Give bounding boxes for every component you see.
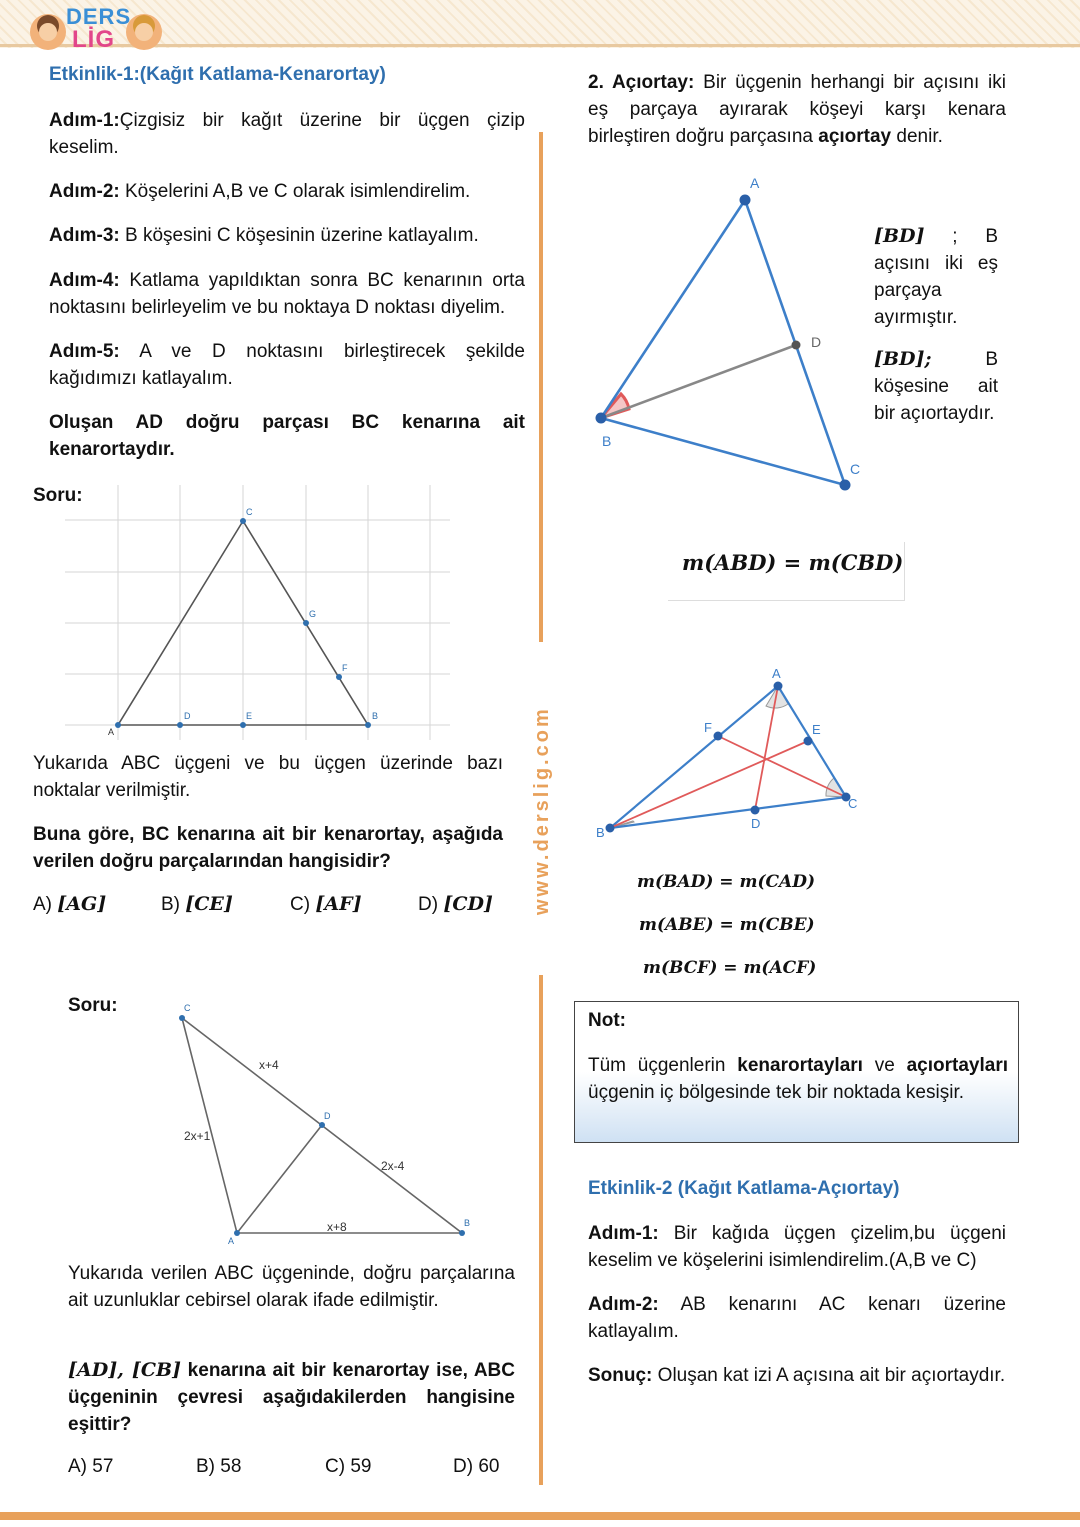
q1-point-e: E: [246, 711, 253, 721]
bisector-formula: m(ABD) = m(CBD): [682, 550, 904, 575]
q1-point-b: B: [372, 711, 379, 721]
question1-text: Yukarıda ABC üçgeni ve bu üçgen üzerinde bazı noktalar verilmiştir.: [33, 753, 503, 801]
question1-figure: [60, 485, 460, 745]
q2-option-c[interactable]: C) 59: [325, 1456, 372, 1477]
question2-figure: [170, 1000, 490, 1250]
activity2-step2: Adım-2: AB kenarını AC kenarı üzerine katlayalım.: [588, 1294, 1006, 1342]
bisector-side-note-2: [BD]; B köşesine ait bir açıortaydır.: [874, 348, 998, 424]
activity2-title: Etkinlik-2 (Kağıt Katlama-Açıortay): [588, 1178, 900, 1199]
q2-option-a[interactable]: A) 57: [68, 1456, 114, 1477]
concurrency-point-b: B: [596, 825, 605, 840]
q2-point-a: A: [228, 1236, 235, 1246]
activity2-step1: Adım-1: Bir kağıda üçgen çizelim,bu üçgeni keselim ve köşelerini isimlendirelim.(A,B ve C): [588, 1223, 1006, 1271]
q2-option-b[interactable]: B) 58: [196, 1456, 242, 1477]
q1-point-f: F: [342, 663, 348, 673]
question1-label: Soru:: [33, 485, 83, 506]
bisector-point-c: C: [850, 461, 861, 477]
q1-option-c[interactable]: C) [AF]: [290, 893, 362, 915]
q2-point-b: B: [464, 1218, 471, 1228]
concurrency-point-c: C: [848, 796, 858, 811]
activity1-result: Oluşan AD doğru parçası BC kenarına ait kenarortaydır.: [49, 412, 525, 460]
logo-text-top: DERS: [66, 4, 132, 29]
watermark: [520, 680, 560, 920]
q1-option-a[interactable]: A) [AG]: [33, 893, 107, 915]
bisector-definition: 2. Açıortay: Bir üçgenin herhangi bir açısını iki eş parçaya ayırarak köşeyi karşı kenara birleştiren doğru parçasına açıortay denir.: [588, 72, 1006, 147]
q1-point-d: D: [184, 711, 191, 721]
bisector-figure: [585, 168, 870, 498]
concurrency-point-d: D: [751, 816, 761, 831]
logo-text-bottom: LİG: [72, 26, 115, 53]
formula-a: m(BAD) = m(CAD): [637, 872, 815, 892]
q2-length-ca: 2x+1: [184, 1129, 211, 1143]
q2-point-d: D: [324, 1111, 331, 1121]
activity1-step4: Adım-4: Katlama yapıldıktan sonra BC kenarının orta noktasını belirleyelim ve bu noktaya D noktası diyelim.: [49, 270, 525, 318]
q2-length-db: 2x-4: [381, 1159, 405, 1173]
activity1-step1: Adım-1:Çizgisiz bir kağıt üzerine bir üçgen çizip keselim.: [49, 110, 525, 158]
concurrency-point-f: F: [704, 720, 712, 735]
activity1-step2: Adım-2: Köşelerini A,B ve C olarak isimlendirelim.: [49, 181, 471, 202]
activity1-step3: Adım-3: B köşesini C köşesinin üzerine katlayalım.: [49, 225, 479, 246]
bisector-point-b: B: [602, 433, 612, 449]
column-divider-top: [539, 132, 543, 642]
note-text: Tüm üçgenlerin kenarortayları ve açıortayları üçgenin iç bölgesinde tek bir noktada kesişir.: [588, 1055, 1009, 1103]
question2-text: Yukarıda verilen ABC üçgeninde, doğru parçalarına ait uzunluklar cebirsel olarak ifade edilmiştir.: [68, 1263, 515, 1311]
q2-option-d[interactable]: D) 60: [453, 1456, 500, 1477]
q2-point-c: C: [184, 1003, 191, 1013]
activity1-title: Etkinlik-1:(Kağıt Katlama-Kenarortay): [49, 64, 386, 85]
svg-text:www.derslig.com: www.derslig.com: [531, 706, 553, 915]
bisector-point-a: A: [750, 175, 760, 191]
bisector-side-note-1: [BD] ; B açısını iki eş parçaya ayırmıştır.: [874, 225, 998, 328]
q2-length-cd: x+4: [259, 1058, 279, 1072]
note-title: Not:: [588, 1010, 626, 1031]
formula-b: m(ABE) = m(CBE): [639, 915, 815, 935]
q1-point-a: A: [108, 727, 115, 737]
column-divider-bottom: [539, 975, 543, 1485]
question2-label: Soru:: [68, 995, 118, 1016]
concurrency-point-a: A: [772, 666, 781, 681]
activity1-step5: Adım-5: A ve D noktasını birleştirecek şekilde kağıdımızı katlayalım.: [49, 341, 525, 389]
footer-bar: [0, 1512, 1080, 1520]
concurrency-point-e: E: [812, 722, 821, 737]
q1-option-d[interactable]: D) [CD]: [418, 893, 493, 915]
concurrency-figure: [590, 660, 870, 840]
q1-point-c: C: [246, 507, 253, 517]
bisector-point-d: D: [811, 334, 822, 350]
q1-option-b[interactable]: B) [CE]: [161, 893, 233, 915]
activity2-result: Sonuç: Oluşan kat izi A açısına ait bir açıortaydır.: [588, 1365, 1006, 1386]
q1-point-g: G: [309, 609, 317, 619]
q2-length-ab: x+8: [327, 1220, 347, 1234]
formula-c: m(BCF) = m(ACF): [643, 958, 817, 978]
question2-prompt: [AD], [CB] kenarına ait bir kenarortay ise, ABC üçgeninin çevresi aşağıdakilerden hangisine eşittir?: [68, 1359, 515, 1435]
question1-prompt: Buna göre, BC kenarına ait bir kenarortay, aşağıda verilen doğru parçalarından hangisidir?: [33, 824, 503, 872]
